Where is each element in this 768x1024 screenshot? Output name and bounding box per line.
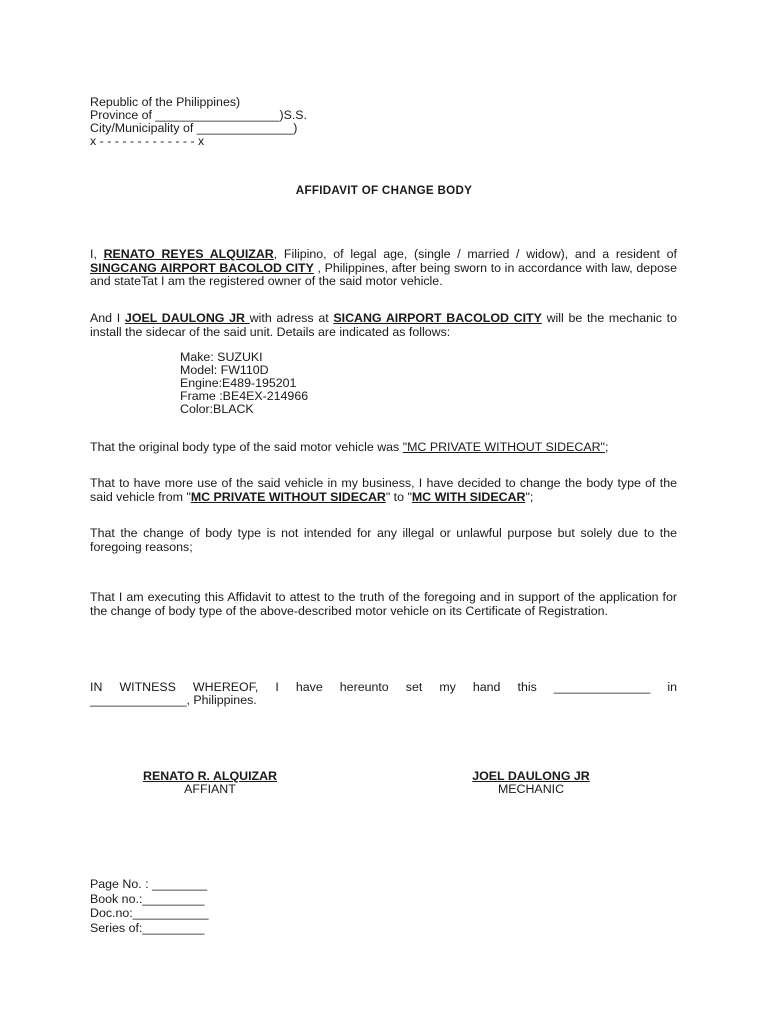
para1-after-name: , Filipino, of legal age, (single / married / widow), and a resident of <box>273 247 677 261</box>
detail-make: Make: SUZUKI <box>180 350 263 364</box>
caption-republic: Republic of the Philippines) <box>90 95 241 109</box>
para3-suffix: ; <box>604 440 609 454</box>
paragraph-lawful-purpose: That the change of body type is not intended for any illegal or unlawful purpose but solely due to the foregoing reasons; <box>90 526 677 554</box>
affiant-signature-name: RENATO R. ALQUIZAR <box>143 769 277 783</box>
para3-prefix: That the original body type of the said motor vehicle was <box>90 440 403 454</box>
affiant-role: AFFIANT <box>184 782 236 796</box>
mechanic-address: SICANG AIRPORT BACOLOD CITY <box>333 311 542 325</box>
notary-book-no: Book no.:_________ <box>90 891 205 906</box>
document-caption <box>90 96 307 148</box>
para2-prefix: And I <box>90 311 125 325</box>
paragraph-execution: That I am executing this Affidavit to attest to the truth of the foregoing and in support of the application for the change of body type of the above-described motor vehicle on its Certificate of Registration. <box>90 590 677 618</box>
mechanic-signature-block <box>431 770 631 796</box>
mechanic-role: MECHANIC <box>497 782 565 796</box>
affiant-address: SINGCANG AIRPORT BACOLOD CITY <box>90 260 314 275</box>
notary-series: Series of:_________ <box>90 920 205 935</box>
caption-province: Province of __________________)S.S. <box>90 108 308 122</box>
para2-rest: will be the mechanic to install the sidecar of the said unit. Details are indicated as follows: <box>90 311 677 339</box>
from-body-type: MC PRIVATE WITHOUT SIDECAR <box>190 489 386 504</box>
paragraph-mechanic <box>90 312 677 339</box>
detail-frame: Frame :BE4EX-214966 <box>180 389 309 403</box>
para2-mid: with adress at <box>249 311 334 325</box>
vehicle-details <box>180 351 308 416</box>
witness-clause-line1: IN WITNESS WHEREOF, I have hereunto set my hand this ______________ in <box>90 680 677 694</box>
document-title: AFFIDAVIT OF CHANGE BODY <box>295 184 473 197</box>
para4-mid: " to " <box>385 489 412 504</box>
notary-page-no: Page No. : ________ <box>90 877 208 891</box>
paragraph-affiant-identity <box>90 248 677 289</box>
paragraph-original-body <box>90 441 608 454</box>
paragraph-change-body <box>90 477 677 504</box>
detail-color: Color:BLACK <box>180 402 254 416</box>
notary-doc-no: Doc.no:___________ <box>90 906 209 920</box>
notary-block <box>90 877 209 935</box>
caption-city: City/Municipality of ______________) <box>90 121 298 135</box>
caption-separator: x - - - - - - - - - - - - - x <box>90 134 205 148</box>
para4-prefix: That to have more use of the said vehicle in my business, I have decided to change the body type of the said vehicle from " <box>90 476 677 504</box>
detail-model: Model: FW110D <box>180 363 269 377</box>
para1-rest: , Philippines, after being sworn to in accordance with law, depose and stateTat I am the registered owner of the said motor vehicle. <box>90 260 677 288</box>
para4-suffix: "; <box>525 489 534 504</box>
para1-prefix: I, <box>90 247 104 261</box>
original-body-type: "MC PRIVATE WITHOUT SIDECAR" <box>402 440 605 454</box>
detail-engine: Engine:E489-195201 <box>180 376 297 390</box>
affiant-name: RENATO REYES ALQUIZAR <box>103 247 274 261</box>
witness-clause-line2: ______________, Philippines. <box>90 693 257 707</box>
to-body-type: MC WITH SIDECAR <box>411 489 526 504</box>
affiant-signature-block <box>110 770 310 796</box>
mechanic-signature-name: JOEL DAULONG JR <box>472 769 590 783</box>
mechanic-name: JOEL DAULONG JR <box>124 311 250 325</box>
